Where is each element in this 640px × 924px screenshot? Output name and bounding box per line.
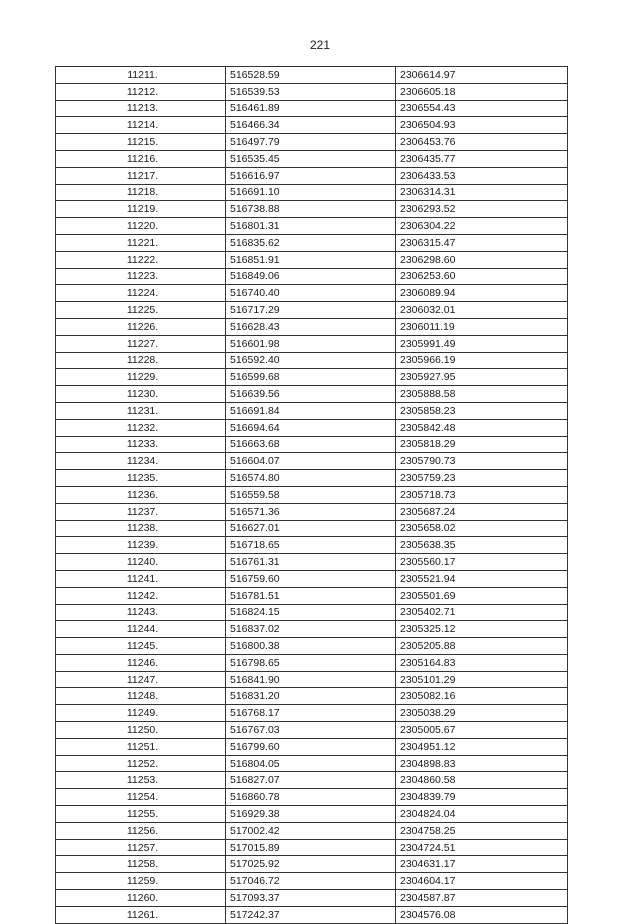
x-coordinate-cell: 516528.59	[226, 67, 396, 84]
point-number-cell: 11243.	[56, 604, 226, 621]
x-coordinate-cell: 516691.84	[226, 402, 396, 419]
point-number-cell: 11234.	[56, 453, 226, 470]
table-row	[56, 201, 568, 218]
table-row	[56, 117, 568, 134]
table-row	[56, 772, 568, 789]
table-row	[56, 335, 568, 352]
y-coordinate-cell: 2305790.73	[396, 453, 568, 470]
point-number-cell: 11239.	[56, 537, 226, 554]
x-coordinate-cell: 516639.56	[226, 386, 396, 403]
x-coordinate-cell: 517242.37	[226, 906, 396, 923]
table-row	[56, 873, 568, 890]
x-coordinate-cell: 516801.31	[226, 218, 396, 235]
y-coordinate-cell: 2306453.76	[396, 134, 568, 151]
point-number-cell: 11219.	[56, 201, 226, 218]
point-number-cell: 11238.	[56, 520, 226, 537]
x-coordinate-cell: 516627.01	[226, 520, 396, 537]
x-coordinate-cell: 516827.07	[226, 772, 396, 789]
table-row	[56, 218, 568, 235]
table-row	[56, 285, 568, 302]
y-coordinate-cell: 2306032.01	[396, 302, 568, 319]
x-coordinate-cell: 517015.89	[226, 839, 396, 856]
y-coordinate-cell: 2305818.29	[396, 436, 568, 453]
y-coordinate-cell: 2306504.93	[396, 117, 568, 134]
coordinates-table-body	[56, 67, 568, 924]
x-coordinate-cell: 516601.98	[226, 335, 396, 352]
table-row	[56, 906, 568, 923]
point-number-cell: 11240.	[56, 554, 226, 571]
point-number-cell: 11212.	[56, 83, 226, 100]
point-number-cell: 11230.	[56, 386, 226, 403]
x-coordinate-cell: 516559.58	[226, 486, 396, 503]
y-coordinate-cell: 2305888.58	[396, 386, 568, 403]
x-coordinate-cell: 516831.20	[226, 688, 396, 705]
point-number-cell: 11233.	[56, 436, 226, 453]
table-row	[56, 150, 568, 167]
point-number-cell: 11259.	[56, 873, 226, 890]
y-coordinate-cell: 2305658.02	[396, 520, 568, 537]
table-row	[56, 184, 568, 201]
y-coordinate-cell: 2304604.17	[396, 873, 568, 890]
point-number-cell: 11260.	[56, 890, 226, 907]
x-coordinate-cell: 516767.03	[226, 722, 396, 739]
point-number-cell: 11256.	[56, 822, 226, 839]
x-coordinate-cell: 516694.64	[226, 419, 396, 436]
x-coordinate-cell: 516740.40	[226, 285, 396, 302]
point-number-cell: 11247.	[56, 671, 226, 688]
x-coordinate-cell: 516717.29	[226, 302, 396, 319]
y-coordinate-cell: 2305501.69	[396, 587, 568, 604]
y-coordinate-cell: 2305005.67	[396, 722, 568, 739]
table-row	[56, 419, 568, 436]
y-coordinate-cell: 2304839.79	[396, 789, 568, 806]
table-row	[56, 738, 568, 755]
table-row	[56, 520, 568, 537]
table-row	[56, 67, 568, 84]
y-coordinate-cell: 2305521.94	[396, 570, 568, 587]
table-row	[56, 402, 568, 419]
x-coordinate-cell: 517002.42	[226, 822, 396, 839]
point-number-cell: 11235.	[56, 470, 226, 487]
table-row	[56, 234, 568, 251]
point-number-cell: 11246.	[56, 654, 226, 671]
y-coordinate-cell: 2304576.08	[396, 906, 568, 923]
table-row	[56, 386, 568, 403]
table-row	[56, 486, 568, 503]
x-coordinate-cell: 516616.97	[226, 167, 396, 184]
point-number-cell: 11224.	[56, 285, 226, 302]
point-number-cell: 11252.	[56, 755, 226, 772]
table-row	[56, 268, 568, 285]
y-coordinate-cell: 2306554.43	[396, 100, 568, 117]
y-coordinate-cell: 2304824.04	[396, 806, 568, 823]
point-number-cell: 11211.	[56, 67, 226, 84]
x-coordinate-cell: 516929.38	[226, 806, 396, 823]
y-coordinate-cell: 2305402.71	[396, 604, 568, 621]
y-coordinate-cell: 2305718.73	[396, 486, 568, 503]
table-row	[56, 436, 568, 453]
point-number-cell: 11248.	[56, 688, 226, 705]
table-row	[56, 134, 568, 151]
table-row	[56, 705, 568, 722]
table-row	[56, 470, 568, 487]
x-coordinate-cell: 516799.60	[226, 738, 396, 755]
table-row	[56, 318, 568, 335]
point-number-cell: 11217.	[56, 167, 226, 184]
table-row	[56, 503, 568, 520]
y-coordinate-cell: 2306304.22	[396, 218, 568, 235]
page-number: 221	[309, 38, 331, 52]
x-coordinate-cell: 516535.45	[226, 150, 396, 167]
point-number-cell: 11214.	[56, 117, 226, 134]
table-row	[56, 369, 568, 386]
table-row	[56, 537, 568, 554]
x-coordinate-cell: 516798.65	[226, 654, 396, 671]
y-coordinate-cell: 2304860.58	[396, 772, 568, 789]
table-row	[56, 587, 568, 604]
point-number-cell: 11253.	[56, 772, 226, 789]
point-number-cell: 11215.	[56, 134, 226, 151]
table-row	[56, 554, 568, 571]
point-number-cell: 11225.	[56, 302, 226, 319]
y-coordinate-cell: 2306253.60	[396, 268, 568, 285]
x-coordinate-cell: 516837.02	[226, 621, 396, 638]
table-row	[56, 251, 568, 268]
y-coordinate-cell: 2304724.51	[396, 839, 568, 856]
point-number-cell: 11227.	[56, 335, 226, 352]
x-coordinate-cell: 516571.36	[226, 503, 396, 520]
y-coordinate-cell: 2304898.83	[396, 755, 568, 772]
point-number-cell: 11255.	[56, 806, 226, 823]
table-row	[56, 890, 568, 907]
x-coordinate-cell: 516497.79	[226, 134, 396, 151]
y-coordinate-cell: 2305638.35	[396, 537, 568, 554]
x-coordinate-cell: 516604.07	[226, 453, 396, 470]
x-coordinate-cell: 516718.65	[226, 537, 396, 554]
point-number-cell: 11228.	[56, 352, 226, 369]
x-coordinate-cell: 516824.15	[226, 604, 396, 621]
table-row	[56, 570, 568, 587]
x-coordinate-cell: 516835.62	[226, 234, 396, 251]
y-coordinate-cell: 2305560.17	[396, 554, 568, 571]
x-coordinate-cell: 516860.78	[226, 789, 396, 806]
y-coordinate-cell: 2306435.77	[396, 150, 568, 167]
x-coordinate-cell: 516691.10	[226, 184, 396, 201]
table-row	[56, 856, 568, 873]
point-number-cell: 11236.	[56, 486, 226, 503]
table-row	[56, 839, 568, 856]
point-number-cell: 11250.	[56, 722, 226, 739]
x-coordinate-cell: 516599.68	[226, 369, 396, 386]
point-number-cell: 11245.	[56, 638, 226, 655]
y-coordinate-cell: 2306089.94	[396, 285, 568, 302]
y-coordinate-cell: 2305325.12	[396, 621, 568, 638]
x-coordinate-cell: 516592.40	[226, 352, 396, 369]
y-coordinate-cell: 2305101.29	[396, 671, 568, 688]
point-number-cell: 11213.	[56, 100, 226, 117]
table-row	[56, 822, 568, 839]
x-coordinate-cell: 516851.91	[226, 251, 396, 268]
table-row	[56, 654, 568, 671]
y-coordinate-cell: 2306011.19	[396, 318, 568, 335]
x-coordinate-cell: 516628.43	[226, 318, 396, 335]
y-coordinate-cell: 2305927.95	[396, 369, 568, 386]
y-coordinate-cell: 2305966.19	[396, 352, 568, 369]
y-coordinate-cell: 2306614.97	[396, 67, 568, 84]
x-coordinate-cell: 516738.88	[226, 201, 396, 218]
point-number-cell: 11257.	[56, 839, 226, 856]
table-row	[56, 806, 568, 823]
point-number-cell: 11249.	[56, 705, 226, 722]
point-number-cell: 11222.	[56, 251, 226, 268]
point-number-cell: 11242.	[56, 587, 226, 604]
y-coordinate-cell: 2305687.24	[396, 503, 568, 520]
point-number-cell: 11229.	[56, 369, 226, 386]
table-row	[56, 621, 568, 638]
point-number-cell: 11261.	[56, 906, 226, 923]
x-coordinate-cell: 517046.72	[226, 873, 396, 890]
table-row	[56, 302, 568, 319]
y-coordinate-cell: 2305082.16	[396, 688, 568, 705]
table-row	[56, 671, 568, 688]
x-coordinate-cell: 516461.89	[226, 100, 396, 117]
point-number-cell: 11218.	[56, 184, 226, 201]
point-number-cell: 11251.	[56, 738, 226, 755]
y-coordinate-cell: 2305842.48	[396, 419, 568, 436]
y-coordinate-cell: 2305164.83	[396, 654, 568, 671]
y-coordinate-cell: 2304758.25	[396, 822, 568, 839]
table-row	[56, 604, 568, 621]
table-row	[56, 688, 568, 705]
point-number-cell: 11231.	[56, 402, 226, 419]
y-coordinate-cell: 2306605.18	[396, 83, 568, 100]
y-coordinate-cell: 2306298.60	[396, 251, 568, 268]
x-coordinate-cell: 516539.53	[226, 83, 396, 100]
table-row	[56, 755, 568, 772]
x-coordinate-cell: 517025.92	[226, 856, 396, 873]
point-number-cell: 11254.	[56, 789, 226, 806]
y-coordinate-cell: 2305759.23	[396, 470, 568, 487]
point-number-cell: 11216.	[56, 150, 226, 167]
table-row	[56, 722, 568, 739]
y-coordinate-cell: 2304587.87	[396, 890, 568, 907]
y-coordinate-cell: 2305991.49	[396, 335, 568, 352]
table-row	[56, 638, 568, 655]
point-number-cell: 11232.	[56, 419, 226, 436]
x-coordinate-cell: 516841.90	[226, 671, 396, 688]
point-number-cell: 11223.	[56, 268, 226, 285]
x-coordinate-cell: 517093.37	[226, 890, 396, 907]
point-number-cell: 11244.	[56, 621, 226, 638]
y-coordinate-cell: 2306293.52	[396, 201, 568, 218]
y-coordinate-cell: 2305205.88	[396, 638, 568, 655]
y-coordinate-cell: 2304951.12	[396, 738, 568, 755]
table-row	[56, 789, 568, 806]
y-coordinate-cell: 2304631.17	[396, 856, 568, 873]
point-number-cell: 11241.	[56, 570, 226, 587]
x-coordinate-cell: 516759.60	[226, 570, 396, 587]
x-coordinate-cell: 516781.51	[226, 587, 396, 604]
table-row	[56, 352, 568, 369]
x-coordinate-cell: 516804.05	[226, 755, 396, 772]
coordinates-table	[55, 66, 568, 924]
table-row	[56, 453, 568, 470]
table-row	[56, 83, 568, 100]
point-number-cell: 11220.	[56, 218, 226, 235]
y-coordinate-cell: 2306433.53	[396, 167, 568, 184]
point-number-cell: 11237.	[56, 503, 226, 520]
x-coordinate-cell: 516466.34	[226, 117, 396, 134]
x-coordinate-cell: 516849.06	[226, 268, 396, 285]
point-number-cell: 11221.	[56, 234, 226, 251]
y-coordinate-cell: 2306314.31	[396, 184, 568, 201]
x-coordinate-cell: 516761.31	[226, 554, 396, 571]
x-coordinate-cell: 516574.80	[226, 470, 396, 487]
table-row	[56, 100, 568, 117]
y-coordinate-cell: 2305858.23	[396, 402, 568, 419]
y-coordinate-cell: 2305038.29	[396, 705, 568, 722]
point-number-cell: 11258.	[56, 856, 226, 873]
x-coordinate-cell: 516800.38	[226, 638, 396, 655]
x-coordinate-cell: 516663.68	[226, 436, 396, 453]
point-number-cell: 11226.	[56, 318, 226, 335]
y-coordinate-cell: 2306315.47	[396, 234, 568, 251]
x-coordinate-cell: 516768.17	[226, 705, 396, 722]
table-row	[56, 167, 568, 184]
